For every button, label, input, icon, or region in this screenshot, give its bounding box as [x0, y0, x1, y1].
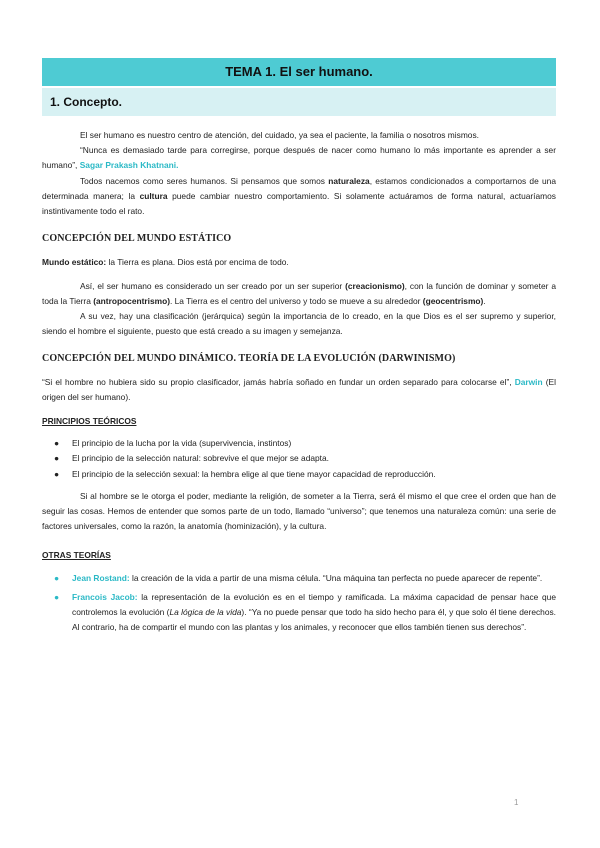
heading-principles: PRINCIPIOS TEÓRICOS: [42, 416, 137, 427]
quote-author: Sagar Prakash Khatnani.: [79, 160, 179, 171]
page-number: 1: [514, 798, 519, 807]
intro-quote: “Nunca es demasiado tarde para corregirse, porque después de nacer como humano lo más importante es aprender a ser humano”, Sagar Prakash Khatnani.: [42, 145, 556, 171]
heading-other-theories: OTRAS TEORÍAS: [42, 550, 111, 561]
dynamic-paragraph: Si al hombre se le otorga el poder, mediante la religión, de someter a la Tierra, será él mismo el que cree el orden que han de seguir las cosas. Hemos de entender que somos parte de un todo, llamado “universo”; que tenemos una naturaleza común: una serie de factores universales, como la razón, la anatomía (hominización), y la cultura.: [42, 490, 556, 532]
static-paragraph-1: Así, el ser humano es considerado un ser creado por un ser superior (creacionismo), con la función de dominar y someter a toda la Tierra (antropocentrismo). La Tierra es el centro del universo y todo se mueve a su alrededor (geocentrismo).: [42, 280, 557, 306]
list-item: ● Francois Jacob: la representación de la evolución es en el tiempo y ramificada. La máxima capacidad de pensar hace que controlemos la evolución (La lógica de la vida). “Ya no puede pensar que todo ha sido hecho para él, y que solo él tiene derechos. Al contrario, ha de compartir el mundo con las plantas y los animales, y reconocer que ellos también tienen sus derechos”.: [54, 591, 557, 633]
theorist-name: Jean Rostand:: [72, 572, 130, 583]
static-definition: Mundo estático: la Tierra es plana. Dios está por encima de todo.: [42, 257, 289, 268]
darwin-author: Darwin: [514, 376, 543, 387]
bullet-icon: ●: [54, 468, 60, 479]
principles-list: [42, 436, 556, 482]
other-theories-list: [42, 571, 556, 636]
document-body: [42, 128, 556, 635]
intro-paragraph: El ser humano es nuestro centro de atención, del cuidado, ya sea el paciente, la familia o nosotros mismos.: [80, 130, 479, 140]
darwin-quote: “Si el hombre no hubiera sido su propio clasificador, jamás habría soñado en fundar un orden separado para colocarse el”, Darwin (El origen del ser humano).: [42, 376, 557, 402]
bullet-icon: ●: [54, 438, 60, 449]
list-item: ● El principio de la selección sexual: la hembra elige al que tiene mayor capacidad de reproducción.: [42, 467, 556, 482]
list-item: ● Jean Rostand: la creación de la vida a partir de una misma célula. “Una máquina tan perfecta no puede aparecer de repente”.: [42, 571, 556, 586]
heading-static-world: CONCEPCIÓN DEL MUNDO ESTÁTICO: [42, 233, 232, 245]
nature-culture-paragraph: Todos nacemos como seres humanos. Si pensamos que somos naturaleza, estamos condicionados a comportarnos de una determinada manera; la cultura puede cambiar nuestro comportamiento. Si solamente actuáramos de forma natural, actuaríamos instintivamente todo el rato.: [42, 175, 556, 217]
page-title: TEMA 1. El ser humano.: [42, 58, 556, 86]
list-item: ● El principio de la lucha por la vida (supervivencia, instintos): [42, 436, 556, 451]
bullet-icon: ●: [54, 591, 60, 602]
theorist-name: Francois Jacob:: [72, 591, 138, 602]
list-item: ● El principio de la selección natural: sobrevive el que mejor se adapta.: [42, 451, 556, 466]
bullet-icon: ●: [54, 453, 60, 464]
bullet-icon: ●: [54, 572, 60, 583]
section-heading-concepto: 1. Concepto.: [42, 88, 556, 116]
heading-dynamic-world: CONCEPCIÓN DEL MUNDO DINÁMICO. TEORÍA DE LA EVOLUCIÓN (DARWINISMO): [42, 353, 456, 365]
static-paragraph-2: A su vez, hay una clasificación (jerárquica) según la importancia de lo creado, en la que Dios es el ser supremo y superior, siendo el hombre el siguiente, puesto que está creado a su imagen y semejanza.: [42, 311, 556, 337]
